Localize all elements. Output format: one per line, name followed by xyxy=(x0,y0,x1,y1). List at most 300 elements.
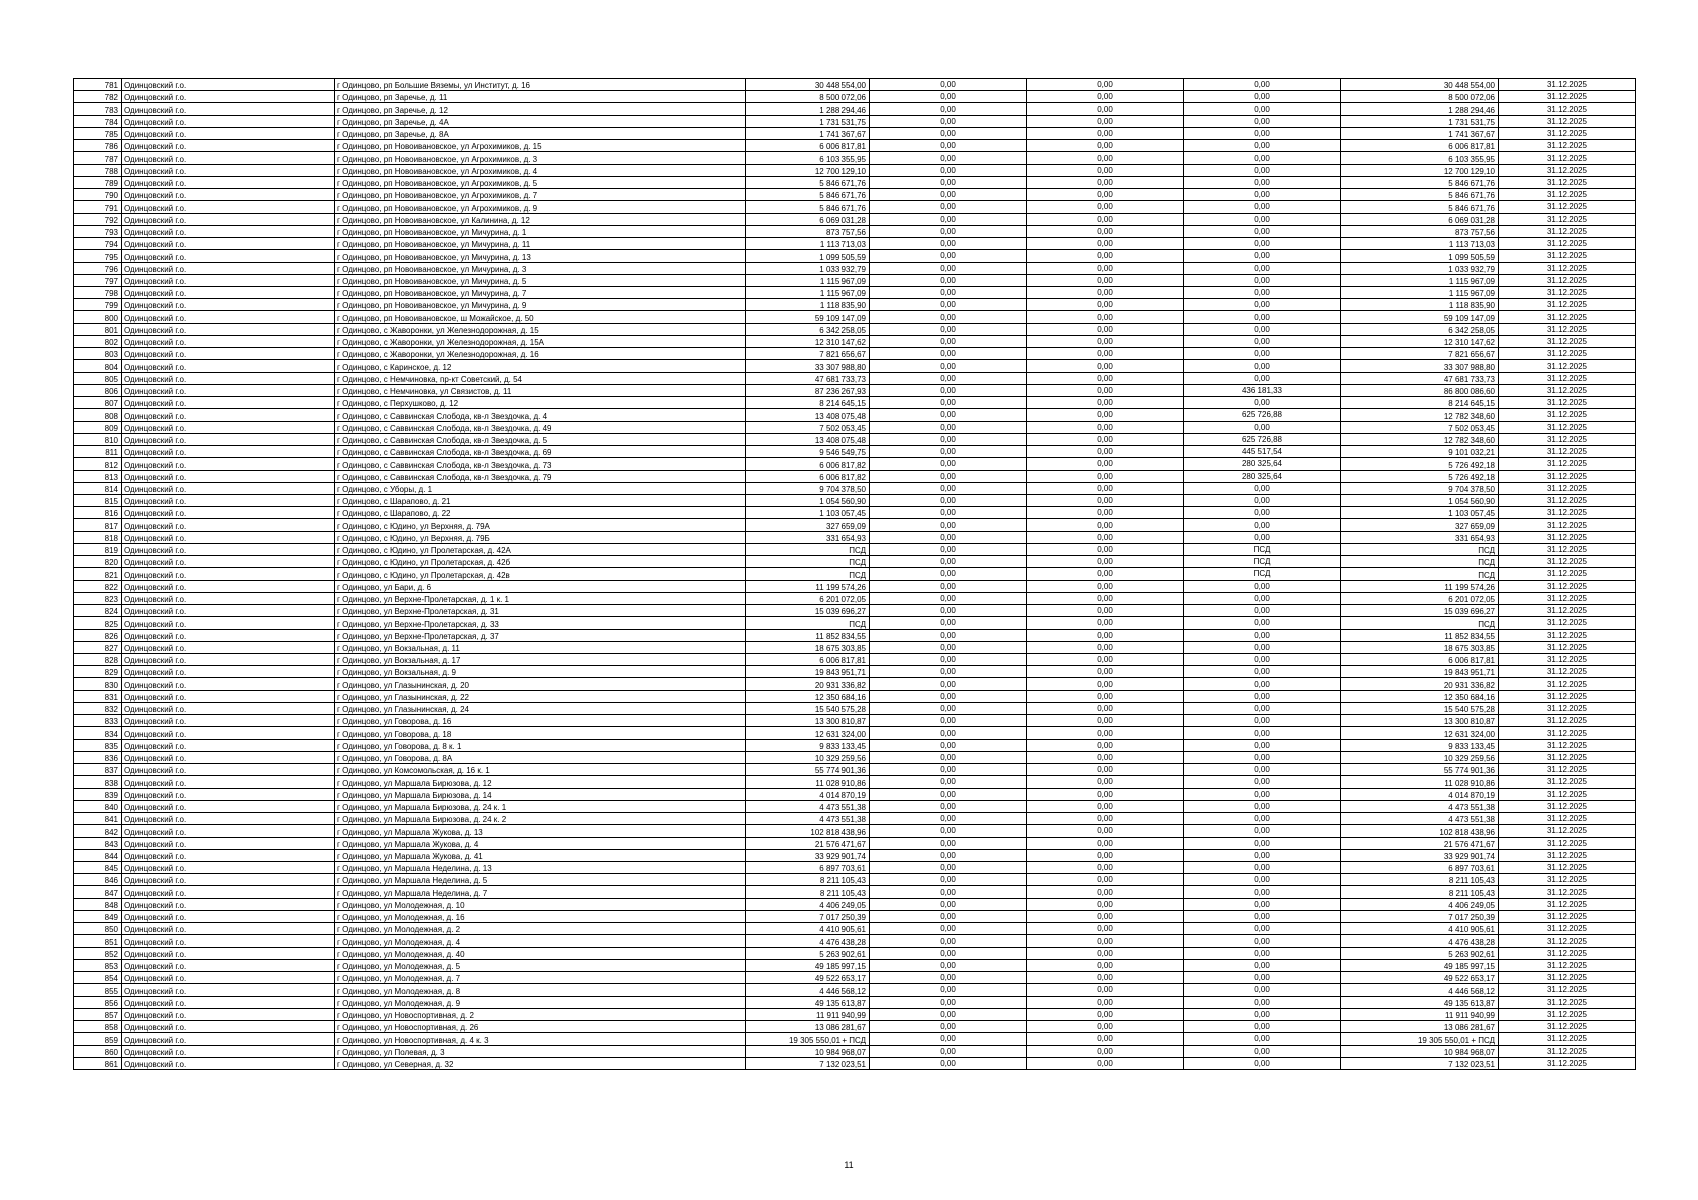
value-cell-b: 0,00 xyxy=(1027,788,1184,800)
value-cell-a: 0,00 xyxy=(870,568,1027,580)
address-cell: г Одинцово, ул Верхне-Пролетарская, д. 1 к. 1 xyxy=(335,592,746,604)
municipality-cell: Одинцовский г.о. xyxy=(122,164,335,176)
table-row xyxy=(74,923,1636,935)
table-row xyxy=(74,727,1636,739)
value-cell-a: 0,00 xyxy=(870,140,1027,152)
value-cell-b: 0,00 xyxy=(1027,727,1184,739)
value-cell-c: 0,00 xyxy=(1184,592,1341,604)
date-cell: 31.12.2025 xyxy=(1499,250,1636,262)
table-row xyxy=(74,568,1636,580)
total-cost-cell: 13 408 075,48 xyxy=(746,409,870,421)
total-cost-cell: 4 446 568,12 xyxy=(746,984,870,996)
address-cell: г Одинцово, ул Верхне-Пролетарская, д. 31 xyxy=(335,605,746,617)
row-number-cell: 836 xyxy=(74,751,122,763)
address-cell: г Одинцово, рп Новоивановское, ул Мичурина, д. 5 xyxy=(335,274,746,286)
date-cell: 31.12.2025 xyxy=(1499,910,1636,922)
value-cell-c: 0,00 xyxy=(1184,152,1341,164)
value-cell-c: 0,00 xyxy=(1184,813,1341,825)
address-cell: г Одинцово, ул Глазынинская, д. 24 xyxy=(335,702,746,714)
table-row xyxy=(74,91,1636,103)
value-cell-c: 0,00 xyxy=(1184,984,1341,996)
value-cell-a: 0,00 xyxy=(870,335,1027,347)
remaining-cost-cell: 6 103 355,95 xyxy=(1341,152,1499,164)
remaining-cost-cell: 9 833 133,45 xyxy=(1341,739,1499,751)
value-cell-b: 0,00 xyxy=(1027,115,1184,127)
table-row xyxy=(74,409,1636,421)
total-cost-cell: 1 115 967,09 xyxy=(746,274,870,286)
value-cell-a: 0,00 xyxy=(870,923,1027,935)
address-cell: г Одинцово, с Юдино, ул Верхняя, д. 79Б xyxy=(335,531,746,543)
value-cell-c: 0,00 xyxy=(1184,617,1341,629)
value-cell-c: 0,00 xyxy=(1184,189,1341,201)
value-cell-b: 0,00 xyxy=(1027,959,1184,971)
address-cell: г Одинцово, с Жаворонки, ул Железнодорожная, д. 16 xyxy=(335,348,746,360)
municipality-cell: Одинцовский г.о. xyxy=(122,384,335,396)
municipality-cell: Одинцовский г.о. xyxy=(122,580,335,592)
municipality-cell: Одинцовский г.о. xyxy=(122,323,335,335)
value-cell-c: 0,00 xyxy=(1184,874,1341,886)
table-row xyxy=(74,1021,1636,1033)
total-cost-cell: 1 033 932,79 xyxy=(746,262,870,274)
remaining-cost-cell: 8 211 105,43 xyxy=(1341,874,1499,886)
table-row xyxy=(74,641,1636,653)
address-cell: г Одинцово, ул Вокзальная, д. 17 xyxy=(335,654,746,666)
row-number-cell: 854 xyxy=(74,972,122,984)
remaining-cost-cell: 11 852 834,55 xyxy=(1341,629,1499,641)
row-number-cell: 838 xyxy=(74,776,122,788)
table-row xyxy=(74,898,1636,910)
row-number-cell: 811 xyxy=(74,446,122,458)
remaining-cost-cell: 6 006 817,81 xyxy=(1341,140,1499,152)
value-cell-b: 0,00 xyxy=(1027,800,1184,812)
remaining-cost-cell: 55 774 901,36 xyxy=(1341,764,1499,776)
value-cell-b: 0,00 xyxy=(1027,397,1184,409)
remaining-cost-cell: 1 103 057,45 xyxy=(1341,507,1499,519)
remaining-cost-cell: 49 522 653,17 xyxy=(1341,972,1499,984)
remaining-cost-cell: 4 473 551,38 xyxy=(1341,800,1499,812)
address-cell: г Одинцово, рп Новоивановское, ул Агрохимиков, д. 7 xyxy=(335,189,746,201)
municipality-cell: Одинцовский г.о. xyxy=(122,531,335,543)
remaining-cost-cell: 6 201 072,05 xyxy=(1341,592,1499,604)
value-cell-b: 0,00 xyxy=(1027,996,1184,1008)
municipality-cell: Одинцовский г.о. xyxy=(122,286,335,298)
total-cost-cell: 19 843 951,71 xyxy=(746,666,870,678)
municipality-cell: Одинцовский г.о. xyxy=(122,959,335,971)
table-row xyxy=(74,201,1636,213)
value-cell-b: 0,00 xyxy=(1027,176,1184,188)
total-cost-cell: 1 741 367,67 xyxy=(746,127,870,139)
address-cell: г Одинцово, с Шарапово, д. 22 xyxy=(335,507,746,519)
value-cell-a: 0,00 xyxy=(870,996,1027,1008)
table-row xyxy=(74,189,1636,201)
total-cost-cell: 873 757,56 xyxy=(746,225,870,237)
table-row xyxy=(74,764,1636,776)
municipality-cell: Одинцовский г.о. xyxy=(122,1033,335,1045)
date-cell: 31.12.2025 xyxy=(1499,335,1636,347)
row-number-cell: 784 xyxy=(74,115,122,127)
row-number-cell: 848 xyxy=(74,898,122,910)
address-cell: г Одинцово, ул Молодежная, д. 5 xyxy=(335,959,746,971)
value-cell-a: 0,00 xyxy=(870,238,1027,250)
value-cell-c: 0,00 xyxy=(1184,666,1341,678)
table-row xyxy=(74,837,1636,849)
data-table xyxy=(73,78,1636,1070)
total-cost-cell: 1 113 713,03 xyxy=(746,238,870,250)
row-number-cell: 843 xyxy=(74,837,122,849)
table-row xyxy=(74,862,1636,874)
row-number-cell: 798 xyxy=(74,286,122,298)
date-cell: 31.12.2025 xyxy=(1499,654,1636,666)
value-cell-b: 0,00 xyxy=(1027,641,1184,653)
table-row xyxy=(74,482,1636,494)
value-cell-b: 0,00 xyxy=(1027,335,1184,347)
remaining-cost-cell: 12 631 324,00 xyxy=(1341,727,1499,739)
address-cell: г Одинцово, ул Молодежная, д. 4 xyxy=(335,935,746,947)
remaining-cost-cell: 102 818 438,96 xyxy=(1341,825,1499,837)
value-cell-a: 0,00 xyxy=(870,1045,1027,1057)
date-cell: 31.12.2025 xyxy=(1499,825,1636,837)
municipality-cell: Одинцовский г.о. xyxy=(122,617,335,629)
date-cell: 31.12.2025 xyxy=(1499,751,1636,763)
row-number-cell: 809 xyxy=(74,421,122,433)
total-cost-cell: ПСД xyxy=(746,568,870,580)
row-number-cell: 805 xyxy=(74,372,122,384)
table-row xyxy=(74,299,1636,311)
municipality-cell: Одинцовский г.о. xyxy=(122,641,335,653)
value-cell-c: 0,00 xyxy=(1184,103,1341,115)
row-number-cell: 808 xyxy=(74,409,122,421)
value-cell-a: 0,00 xyxy=(870,935,1027,947)
municipality-cell: Одинцовский г.о. xyxy=(122,458,335,470)
table-row xyxy=(74,580,1636,592)
value-cell-a: 0,00 xyxy=(870,519,1027,531)
total-cost-cell: 8 500 072,06 xyxy=(746,91,870,103)
total-cost-cell: 6 069 031,28 xyxy=(746,213,870,225)
value-cell-a: 0,00 xyxy=(870,531,1027,543)
value-cell-b: 0,00 xyxy=(1027,972,1184,984)
address-cell: г Одинцово, ул Новоспортивная, д. 26 xyxy=(335,1021,746,1033)
total-cost-cell: 331 654,93 xyxy=(746,531,870,543)
table-row xyxy=(74,164,1636,176)
total-cost-cell: 18 675 303,85 xyxy=(746,641,870,653)
table-row xyxy=(74,972,1636,984)
value-cell-b: 0,00 xyxy=(1027,409,1184,421)
municipality-cell: Одинцовский г.о. xyxy=(122,140,335,152)
value-cell-b: 0,00 xyxy=(1027,837,1184,849)
value-cell-b: 0,00 xyxy=(1027,274,1184,286)
remaining-cost-cell: 33 929 901,74 xyxy=(1341,849,1499,861)
table-row xyxy=(74,629,1636,641)
total-cost-cell: 9 546 549,75 xyxy=(746,446,870,458)
value-cell-b: 0,00 xyxy=(1027,433,1184,445)
municipality-cell: Одинцовский г.о. xyxy=(122,1057,335,1069)
value-cell-a: 0,00 xyxy=(870,225,1027,237)
value-cell-b: 0,00 xyxy=(1027,103,1184,115)
value-cell-a: 0,00 xyxy=(870,898,1027,910)
value-cell-b: 0,00 xyxy=(1027,825,1184,837)
value-cell-c: 0,00 xyxy=(1184,531,1341,543)
address-cell: г Одинцово, рп Новоивановское, ул Агрохимиков, д. 3 xyxy=(335,152,746,164)
address-cell: г Одинцово, рп Новоивановское, ул Мичурина, д. 1 xyxy=(335,225,746,237)
value-cell-a: 0,00 xyxy=(870,947,1027,959)
remaining-cost-cell: 21 576 471,67 xyxy=(1341,837,1499,849)
row-number-cell: 797 xyxy=(74,274,122,286)
table-row xyxy=(74,788,1636,800)
municipality-cell: Одинцовский г.о. xyxy=(122,910,335,922)
municipality-cell: Одинцовский г.о. xyxy=(122,189,335,201)
table-row xyxy=(74,225,1636,237)
address-cell: г Одинцово, ул Молодежная, д. 7 xyxy=(335,972,746,984)
row-number-cell: 831 xyxy=(74,690,122,702)
total-cost-cell: 49 185 997,15 xyxy=(746,959,870,971)
date-cell: 31.12.2025 xyxy=(1499,617,1636,629)
value-cell-a: 0,00 xyxy=(870,849,1027,861)
row-number-cell: 813 xyxy=(74,470,122,482)
table-row xyxy=(74,959,1636,971)
value-cell-c: 0,00 xyxy=(1184,238,1341,250)
total-cost-cell: 33 929 901,74 xyxy=(746,849,870,861)
date-cell: 31.12.2025 xyxy=(1499,470,1636,482)
value-cell-b: 0,00 xyxy=(1027,751,1184,763)
total-cost-cell: 15 540 575,28 xyxy=(746,702,870,714)
address-cell: г Одинцово, с Жаворонки, ул Железнодорожная, д. 15 xyxy=(335,323,746,335)
date-cell: 31.12.2025 xyxy=(1499,238,1636,250)
value-cell-a: 0,00 xyxy=(870,348,1027,360)
remaining-cost-cell: 8 500 072,06 xyxy=(1341,91,1499,103)
remaining-cost-cell: 5 846 671,76 xyxy=(1341,201,1499,213)
address-cell: г Одинцово, рп Заречье, д. 12 xyxy=(335,103,746,115)
municipality-cell: Одинцовский г.о. xyxy=(122,127,335,139)
address-cell: г Одинцово, ул Молодежная, д. 16 xyxy=(335,910,746,922)
remaining-cost-cell: 6 897 703,61 xyxy=(1341,862,1499,874)
address-cell: г Одинцово, ул Северная, д. 32 xyxy=(335,1057,746,1069)
value-cell-a: 0,00 xyxy=(870,862,1027,874)
row-number-cell: 783 xyxy=(74,103,122,115)
date-cell: 31.12.2025 xyxy=(1499,764,1636,776)
date-cell: 31.12.2025 xyxy=(1499,1045,1636,1057)
date-cell: 31.12.2025 xyxy=(1499,605,1636,617)
row-number-cell: 834 xyxy=(74,727,122,739)
row-number-cell: 856 xyxy=(74,996,122,1008)
value-cell-b: 0,00 xyxy=(1027,1045,1184,1057)
date-cell: 31.12.2025 xyxy=(1499,421,1636,433)
municipality-cell: Одинцовский г.о. xyxy=(122,507,335,519)
total-cost-cell: 327 659,09 xyxy=(746,519,870,531)
value-cell-c: 0,00 xyxy=(1184,115,1341,127)
row-number-cell: 840 xyxy=(74,800,122,812)
date-cell: 31.12.2025 xyxy=(1499,727,1636,739)
table-row xyxy=(74,654,1636,666)
value-cell-a: 0,00 xyxy=(870,1057,1027,1069)
municipality-cell: Одинцовский г.о. xyxy=(122,739,335,751)
total-cost-cell: 8 211 105,43 xyxy=(746,886,870,898)
value-cell-c: 0,00 xyxy=(1184,507,1341,519)
municipality-cell: Одинцовский г.о. xyxy=(122,702,335,714)
value-cell-b: 0,00 xyxy=(1027,592,1184,604)
value-cell-a: 0,00 xyxy=(870,837,1027,849)
total-cost-cell: 5 846 671,76 xyxy=(746,201,870,213)
value-cell-b: 0,00 xyxy=(1027,715,1184,727)
row-number-cell: 799 xyxy=(74,299,122,311)
total-cost-cell: 6 006 817,82 xyxy=(746,470,870,482)
row-number-cell: 803 xyxy=(74,348,122,360)
address-cell: г Одинцово, ул Маршала Жукова, д. 13 xyxy=(335,825,746,837)
row-number-cell: 827 xyxy=(74,641,122,653)
value-cell-b: 0,00 xyxy=(1027,1021,1184,1033)
value-cell-b: 0,00 xyxy=(1027,764,1184,776)
row-number-cell: 826 xyxy=(74,629,122,641)
remaining-cost-cell: 12 782 348,60 xyxy=(1341,433,1499,445)
total-cost-cell: 8 211 105,43 xyxy=(746,874,870,886)
total-cost-cell: 12 350 684,16 xyxy=(746,690,870,702)
value-cell-a: 0,00 xyxy=(870,666,1027,678)
value-cell-a: 0,00 xyxy=(870,274,1027,286)
row-number-cell: 788 xyxy=(74,164,122,176)
value-cell-b: 0,00 xyxy=(1027,580,1184,592)
remaining-cost-cell: 7 502 053,45 xyxy=(1341,421,1499,433)
value-cell-b: 0,00 xyxy=(1027,323,1184,335)
table-row xyxy=(74,494,1636,506)
address-cell: г Одинцово, ул Маршала Бирюзова, д. 24 к. 1 xyxy=(335,800,746,812)
date-cell: 31.12.2025 xyxy=(1499,788,1636,800)
date-cell: 31.12.2025 xyxy=(1499,458,1636,470)
value-cell-c: 0,00 xyxy=(1184,213,1341,225)
date-cell: 31.12.2025 xyxy=(1499,189,1636,201)
address-cell: г Одинцово, ул Маршала Бирюзова, д. 14 xyxy=(335,788,746,800)
value-cell-b: 0,00 xyxy=(1027,189,1184,201)
municipality-cell: Одинцовский г.о. xyxy=(122,837,335,849)
row-number-cell: 835 xyxy=(74,739,122,751)
value-cell-c: 0,00 xyxy=(1184,862,1341,874)
value-cell-b: 0,00 xyxy=(1027,776,1184,788)
date-cell: 31.12.2025 xyxy=(1499,996,1636,1008)
value-cell-a: 0,00 xyxy=(870,910,1027,922)
address-cell: г Одинцово, ул Молодежная, д. 10 xyxy=(335,898,746,910)
row-number-cell: 818 xyxy=(74,531,122,543)
value-cell-c: 0,00 xyxy=(1184,923,1341,935)
value-cell-c: 0,00 xyxy=(1184,1033,1341,1045)
value-cell-a: 0,00 xyxy=(870,79,1027,91)
value-cell-c: ПСД xyxy=(1184,556,1341,568)
total-cost-cell: 1 115 967,09 xyxy=(746,286,870,298)
remaining-cost-cell: 1 731 531,75 xyxy=(1341,115,1499,127)
value-cell-b: 0,00 xyxy=(1027,849,1184,861)
value-cell-c: 0,00 xyxy=(1184,910,1341,922)
table-row xyxy=(74,813,1636,825)
remaining-cost-cell: 6 006 817,81 xyxy=(1341,654,1499,666)
date-cell: 31.12.2025 xyxy=(1499,152,1636,164)
municipality-cell: Одинцовский г.о. xyxy=(122,727,335,739)
value-cell-b: 0,00 xyxy=(1027,446,1184,458)
value-cell-a: 0,00 xyxy=(870,323,1027,335)
row-number-cell: 816 xyxy=(74,507,122,519)
date-cell: 31.12.2025 xyxy=(1499,225,1636,237)
address-cell: г Одинцово, ул Говорова, д. 8 к. 1 xyxy=(335,739,746,751)
date-cell: 31.12.2025 xyxy=(1499,103,1636,115)
value-cell-c: 625 726,88 xyxy=(1184,433,1341,445)
remaining-cost-cell: 5 846 671,76 xyxy=(1341,189,1499,201)
value-cell-a: 0,00 xyxy=(870,311,1027,323)
address-cell: г Одинцово, ул Глазынинская, д. 22 xyxy=(335,690,746,702)
address-cell: г Одинцово, с Саввинская Слобода, кв-л Звездочка, д. 49 xyxy=(335,421,746,433)
table-row xyxy=(74,115,1636,127)
total-cost-cell: 7 502 053,45 xyxy=(746,421,870,433)
remaining-cost-cell: 4 473 551,38 xyxy=(1341,813,1499,825)
municipality-cell: Одинцовский г.о. xyxy=(122,409,335,421)
date-cell: 31.12.2025 xyxy=(1499,176,1636,188)
total-cost-cell: ПСД xyxy=(746,617,870,629)
remaining-cost-cell: 5 726 492,18 xyxy=(1341,470,1499,482)
total-cost-cell: 6 006 817,81 xyxy=(746,140,870,152)
value-cell-a: 0,00 xyxy=(870,972,1027,984)
total-cost-cell: 5 846 671,76 xyxy=(746,176,870,188)
date-cell: 31.12.2025 xyxy=(1499,813,1636,825)
address-cell: г Одинцово, ул Молодежная, д. 40 xyxy=(335,947,746,959)
remaining-cost-cell: 33 307 988,80 xyxy=(1341,360,1499,372)
value-cell-c: 0,00 xyxy=(1184,323,1341,335)
total-cost-cell: 10 984 968,07 xyxy=(746,1045,870,1057)
value-cell-a: 0,00 xyxy=(870,262,1027,274)
municipality-cell: Одинцовский г.о. xyxy=(122,274,335,286)
table-row xyxy=(74,556,1636,568)
remaining-cost-cell: ПСД xyxy=(1341,568,1499,580)
row-number-cell: 792 xyxy=(74,213,122,225)
value-cell-a: 0,00 xyxy=(870,654,1027,666)
remaining-cost-cell: 4 014 870,19 xyxy=(1341,788,1499,800)
value-cell-c: 0,00 xyxy=(1184,176,1341,188)
value-cell-b: 0,00 xyxy=(1027,543,1184,555)
row-number-cell: 855 xyxy=(74,984,122,996)
value-cell-b: 0,00 xyxy=(1027,164,1184,176)
municipality-cell: Одинцовский г.о. xyxy=(122,360,335,372)
municipality-cell: Одинцовский г.о. xyxy=(122,494,335,506)
address-cell: г Одинцово, рп Новоивановское, ул Калинина, д. 12 xyxy=(335,213,746,225)
value-cell-b: 0,00 xyxy=(1027,886,1184,898)
table-row xyxy=(74,238,1636,250)
value-cell-b: 0,00 xyxy=(1027,605,1184,617)
municipality-cell: Одинцовский г.о. xyxy=(122,874,335,886)
value-cell-b: 0,00 xyxy=(1027,629,1184,641)
value-cell-a: 0,00 xyxy=(870,776,1027,788)
value-cell-b: 0,00 xyxy=(1027,690,1184,702)
value-cell-c: 0,00 xyxy=(1184,421,1341,433)
date-cell: 31.12.2025 xyxy=(1499,201,1636,213)
municipality-cell: Одинцовский г.о. xyxy=(122,654,335,666)
date-cell: 31.12.2025 xyxy=(1499,323,1636,335)
table-row xyxy=(74,690,1636,702)
value-cell-a: 0,00 xyxy=(870,874,1027,886)
total-cost-cell: 5 846 671,76 xyxy=(746,189,870,201)
row-number-cell: 793 xyxy=(74,225,122,237)
date-cell: 31.12.2025 xyxy=(1499,972,1636,984)
value-cell-b: 0,00 xyxy=(1027,874,1184,886)
table-row xyxy=(74,470,1636,482)
date-cell: 31.12.2025 xyxy=(1499,348,1636,360)
municipality-cell: Одинцовский г.о. xyxy=(122,996,335,1008)
value-cell-c: 0,00 xyxy=(1184,837,1341,849)
value-cell-c: 0,00 xyxy=(1184,372,1341,384)
total-cost-cell: 4 014 870,19 xyxy=(746,788,870,800)
row-number-cell: 781 xyxy=(74,79,122,91)
date-cell: 31.12.2025 xyxy=(1499,923,1636,935)
value-cell-a: 0,00 xyxy=(870,201,1027,213)
municipality-cell: Одинцовский г.о. xyxy=(122,482,335,494)
row-number-cell: 790 xyxy=(74,189,122,201)
value-cell-b: 0,00 xyxy=(1027,91,1184,103)
value-cell-c: 0,00 xyxy=(1184,727,1341,739)
address-cell: г Одинцово, рп Заречье, д. 4А xyxy=(335,115,746,127)
municipality-cell: Одинцовский г.о. xyxy=(122,898,335,910)
